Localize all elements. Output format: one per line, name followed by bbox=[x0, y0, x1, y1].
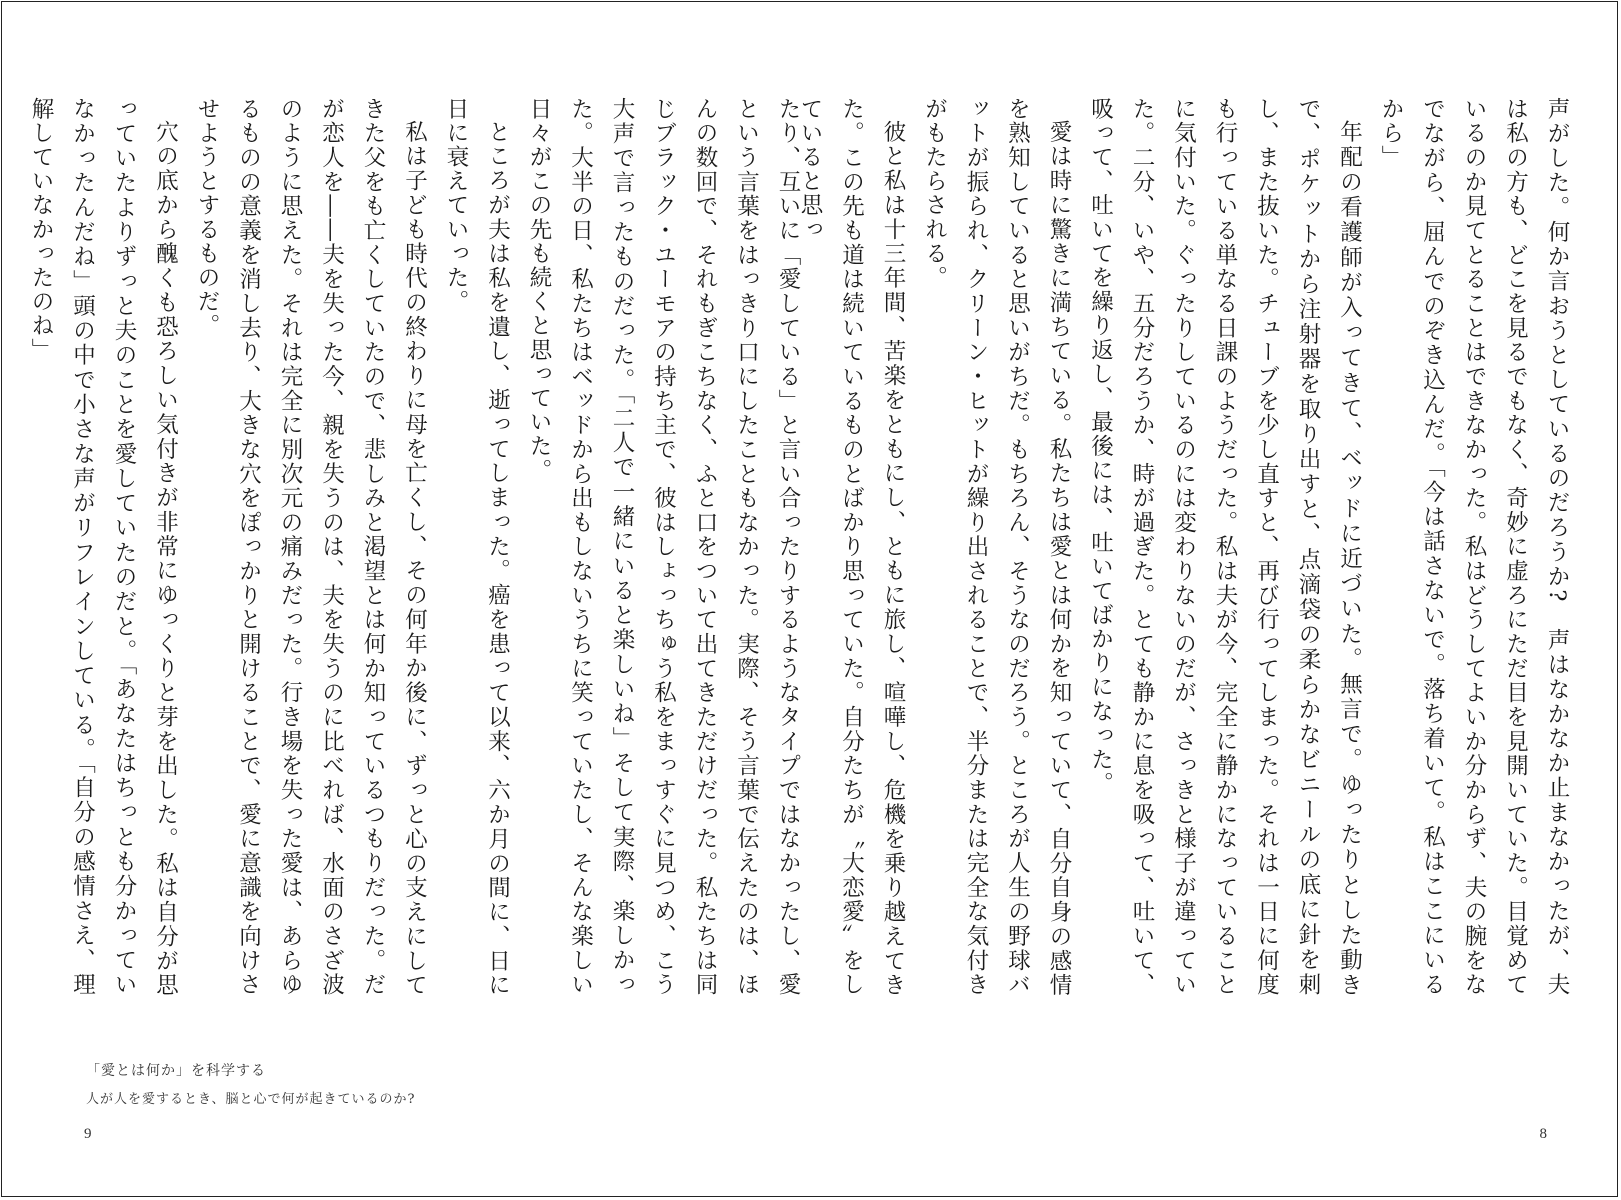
left-page-body bbox=[28, 97, 808, 997]
page-number-right: 8 bbox=[1539, 1126, 1547, 1142]
paragraph: 声がした。何か言おうとしているのだろうか? 声はなかなか止まなかったが、夫は私の方も、どこを見るでもなく、奇妙に虚ろにただ目を見開いていた。目覚めているのか見てとることはできなかった。私はどうしてよいか分からず、夫の腕をなでながら、屈んでのぞき込んだ。「今は話さないで。落ち着いて。私はここにいるから」 bbox=[1378, 97, 1570, 997]
right-page bbox=[797, 2, 1619, 1196]
paragraph: 愛は時に驚きに満ちている。私たちは愛とは何かを知っていて、自分自身の感情を熟知していると思いがちだ。もちろん、そうなのだろう。ところが人生の野球バットが振られ、クリーン・ヒットが繰り出されることで、半分または完全な気付きがもたらされる。 bbox=[921, 97, 1072, 997]
page-number-left: 9 bbox=[84, 1126, 92, 1142]
paragraph: たり、互いに「愛している」と言い合ったりするようなタイプではなかったし、愛という言葉をはっきり口にしたこともなかった。実際、そう言葉で伝えたのは、ほんの数回で、それもぎこちなく、ふと口をついて出てきただけだった。私たちは同じブラック・ユーモアの持ち主で、彼はしょっちゅう私をまっすぐに見つめ、こう大声で言ったものだった。「二人で一緒にいると楽しいね」そして実際、楽しかった。大半の日、私たちはベッドから出もしないうちに笑っていたし、そんな楽しい日々がこの先も続くと思っていた。 bbox=[526, 97, 801, 997]
paragraph: 穴の底から醜くも恐ろしい気付きが非常にゆっくりと芽を出した。私は自分が思っていたよりずっと夫のことを愛していたのだと。「あなたはちっとも分かっていなかったんだね」頭の中で小さな声がリフレインしている。「自分の感情さえ、理解していなかったのね」 bbox=[28, 97, 179, 997]
paragraph: ところが夫は私を遺し、逝ってしまった。癌を患って以来、六か月の間に、日に日に衰えていった。 bbox=[443, 97, 511, 997]
right-page-body bbox=[797, 97, 1577, 997]
running-head-title: 「愛とは何か」を科学する bbox=[86, 1063, 266, 1079]
paragraph: 彼と私は十三年間、苦楽をともにし、ともに旅し、喧嘩し、危機を乗り越えてきた。この先も道は続いているものとばかり思っていた。自分たちが〝大恋愛〟をしていると思っ bbox=[797, 97, 906, 997]
running-head-subtitle: 人が人を愛するとき、脳と心で何が起きているのか? bbox=[86, 1092, 416, 1107]
book-spread bbox=[1, 1, 1618, 1197]
left-page bbox=[2, 2, 810, 1196]
paragraph: 私は子ども時代の終わりに母を亡くし、その何年か後に、ずっと心の支えにしてきた父をも亡くしていたので、悲しみと渇望とは何か知っているつもりだった。だが恋人を――夫を失った今、親を失うのは、夫を失うのに比べれば、水面のさざ波のように思えた。それは完全に別次元の痛みだった。行き場を失った愛は、あらゆるものの意義を消し去り、大きな穴をぽっかりと開けることで、愛に意識を向けさせようとするものだ。 bbox=[194, 97, 428, 997]
paragraph: 年配の看護師が入ってきて、ベッドに近づいた。無言で。ゆったりとした動きで、ポケットから注射器を取り出すと、点滴袋の柔らかなビニールの底に針を刺し、また抜いた。チューブを少し直すと、再び行ってしまった。それは一日に何度も行っている単なる日課のようだった。私は夫が今、完全に静かになっていることに気付いた。ぐったりしているのには変わりないのだが、さっきと様子が違っていた。二分、いや、五分だろうか、時が過ぎた。とても静かに息を吸って、吐いて、吸って、吐いてを繰り返し、最後には、吐いてばかりになった。 bbox=[1087, 97, 1363, 997]
